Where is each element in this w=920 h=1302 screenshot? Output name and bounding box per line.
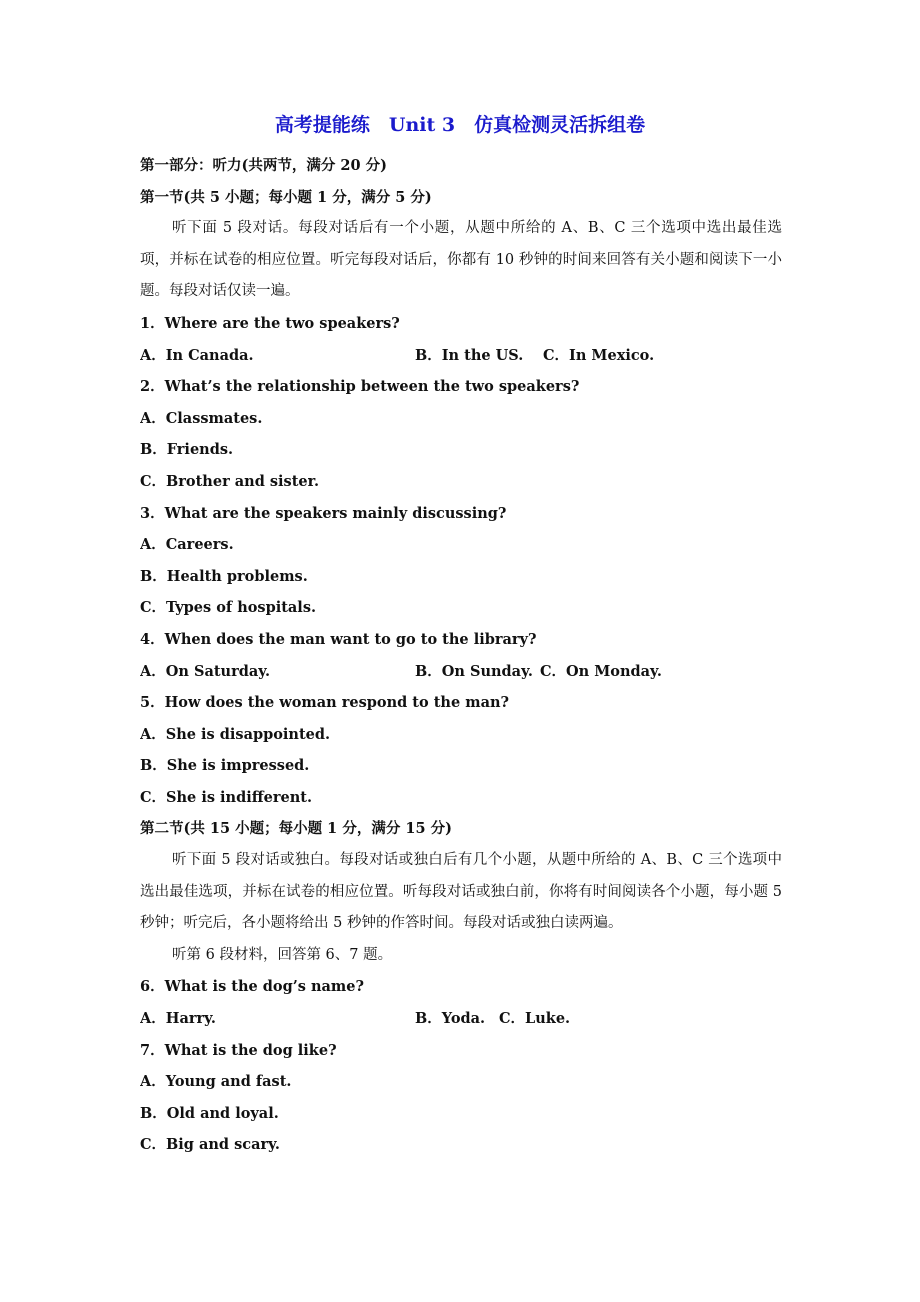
exam-content	[140, 150, 782, 1161]
section1-heading: 第一节(共 5 小题；每小题 1 分，满分 5 分)	[140, 188, 432, 206]
question-1-options	[140, 340, 782, 372]
q2-option-b: B．Friends.	[140, 441, 234, 459]
q4-option-b: B．On Sunday.	[415, 662, 533, 680]
question-4: 4．When does the man want to go to the library?	[140, 630, 537, 648]
q7-option-b: B．Old and loyal.	[140, 1104, 279, 1122]
q6-option-a: A．Harry.	[140, 1010, 216, 1028]
question-7: 7．What is the dog like?	[140, 1041, 337, 1059]
material-6-note: 听第 6 段材料，回答第 6、7 题。	[172, 946, 393, 963]
section1-instructions: 听下面 5 段对话。每段对话后有一个小题，从题中所给的 A、B、C 三个选项中选出最佳选项，并标在试卷的相应位置。听完每段对话后，你都有 10 秒钟的时间来回答有关小题和阅读下一小题。每段对话仅读一遍。	[140, 220, 782, 300]
q5-option-b: B．She is impressed.	[140, 757, 310, 775]
question-6-options	[140, 1003, 782, 1035]
question-3: 3．What are the speakers mainly discussing?	[140, 504, 507, 522]
part1-heading: 第一部分：听力(共两节，满分 20 分)	[140, 157, 387, 174]
q1-option-c: C．In Mexico.	[543, 346, 655, 364]
q5-option-c: C．She is indifferent.	[140, 788, 313, 806]
q6-option-c: C．Luke.	[499, 1010, 571, 1028]
q1-option-b: B．In the US.	[415, 346, 524, 364]
question-6: 6．What is the dog’s name?	[140, 978, 364, 996]
q7-option-c: C．Big and scary.	[140, 1136, 280, 1154]
question-1: 1．Where are the two speakers?	[140, 314, 400, 332]
q3-option-a: A．Careers.	[140, 536, 234, 554]
question-2: 2．What’s the relationship between the two speakers?	[140, 378, 580, 396]
q4-option-a: A．On Saturday.	[140, 662, 271, 680]
question-4-options	[140, 656, 782, 688]
page-title: 高考提能练 Unit 3 仿真检测灵活拆组卷	[274, 114, 646, 136]
q2-option-a: A．Classmates.	[140, 409, 263, 427]
question-5: 5．How does the woman respond to the man?	[140, 694, 510, 712]
q2-option-c: C．Brother and sister.	[140, 472, 319, 490]
q6-option-b: B．Yoda.	[415, 1010, 486, 1028]
q1-option-a: A．In Canada.	[140, 346, 254, 364]
q7-option-a: A．Young and fast.	[140, 1073, 292, 1091]
q3-option-c: C．Types of hospitals.	[140, 599, 317, 617]
section2-heading: 第二节(共 15 小题；每小题 1 分，满分 15 分)	[140, 820, 452, 838]
section2-instructions: 听下面 5 段对话或独白。每段对话或独白后有几个小题，从题中所给的 A、B、C 三个选项中选出最佳选项，并标在试卷的相应位置。听每段对话或独白前，你将有时间阅读各个小题，每小题 5 秒钟；听完后，各小题将给出 5 秒钟的作答时间。每段对话或独白读两遍。	[140, 852, 782, 932]
q3-option-b: B．Health problems.	[140, 567, 308, 585]
q4-option-c: C．On Monday.	[540, 662, 662, 680]
q5-option-a: A．She is disappointed.	[140, 725, 331, 743]
